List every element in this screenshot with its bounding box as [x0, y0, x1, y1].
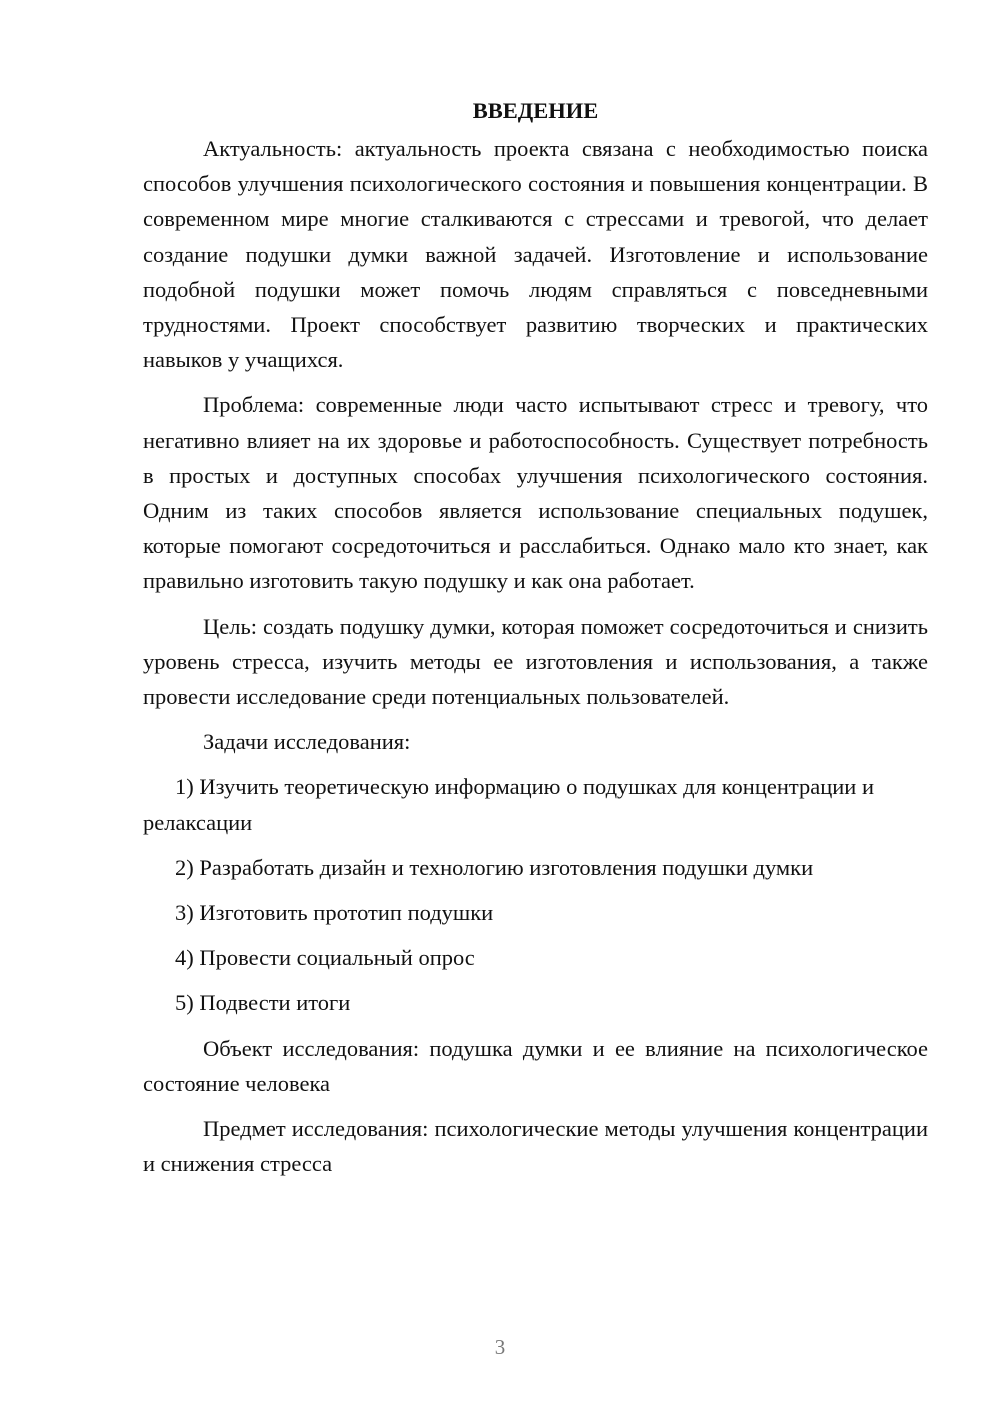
page-number: 3: [494, 1335, 506, 1359]
task-item: 4) Провести социальный опрос: [175, 945, 475, 971]
section-heading: ВВЕДЕНИЕ: [472, 98, 599, 123]
relevance-paragraph: Актуальность: актуальность проекта связана с необходимостью поиска способов улучшения психологического состояния и повышения концентрации. В современном мире многие сталкиваются с стрессами и тревогой, что делает создание подушки думки важной задачей. Изготовление и использование подобной подушки может помочь людям справляться с повседневными трудностями. Проект способствует развитию творческих и практических навыков у учащихся.: [143, 136, 928, 373]
research-subject-paragraph: Предмет исследования: психологические методы улучшения концентрации и снижения стресса: [143, 1116, 928, 1177]
page-content: [143, 93, 928, 1191]
problem-paragraph: Проблема: современные люди часто испытывают стресс и тревогу, что негативно влияет на их здоровье и работоспособность. Существует потребность в простых и доступных способах улучшения психологического состояния. Одним из таких способов является использование специальных подушек, которые помогают сосредоточиться и расслабиться. Однако мало кто знает, как правильно изготовить такую подушку и как она работает.: [143, 392, 928, 594]
task-item: 5) Подвести итоги: [175, 990, 351, 1016]
task-item: 2) Разработать дизайн и технологию изготовления подушки думки: [175, 854, 814, 880]
tasks-title: Задачи исследования:: [203, 729, 411, 755]
task-item: 3) Изготовить прототип подушки: [175, 900, 494, 926]
task-item: 1) Изучить теоретическую информацию о подушках для концентрации и релаксации: [143, 774, 875, 835]
research-object-paragraph: Объект исследования: подушка думки и ее влияние на психологическое состояние человека: [143, 1035, 928, 1096]
goal-paragraph: Цель: создать подушку думки, которая поможет сосредоточиться и снизить уровень стресса, изучить методы ее изготовления и использования, а также провести исследование среди потенциальных пользователей.: [143, 613, 928, 710]
